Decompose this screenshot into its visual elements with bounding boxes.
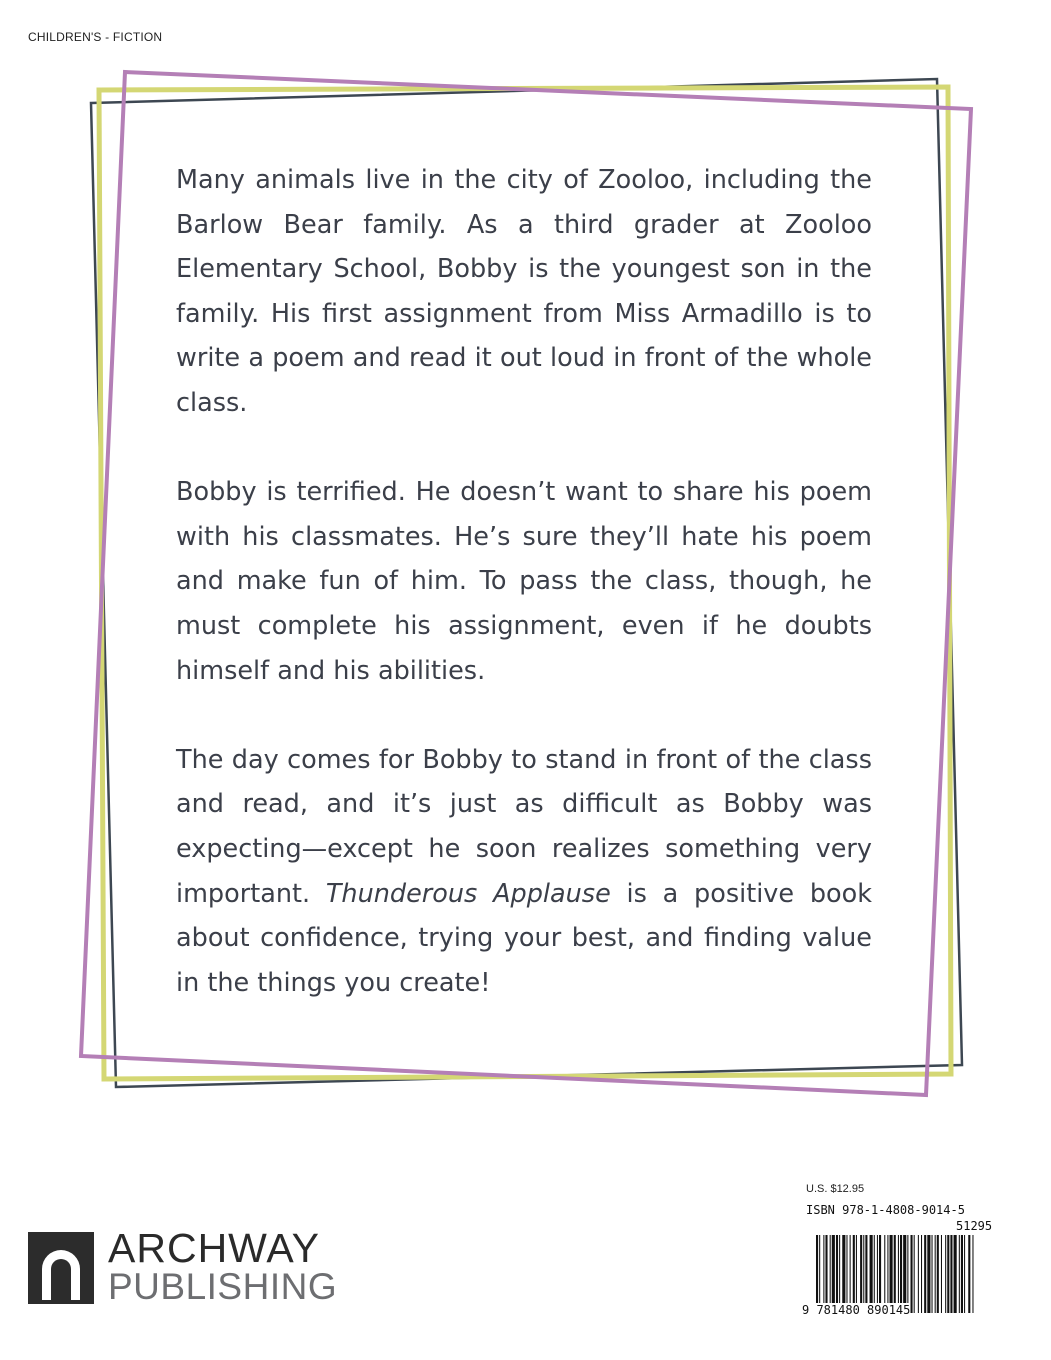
publisher-name-line2: PUBLISHING xyxy=(108,1266,338,1307)
blurb-paragraph-3 xyxy=(176,738,872,1006)
price-addon-code: 51295 xyxy=(956,1219,993,1233)
genre-label: CHILDREN'S - FICTION xyxy=(28,30,163,44)
barcode-icon xyxy=(816,1235,1020,1313)
publisher-name-line1: ARCHWAY xyxy=(108,1225,320,1271)
blurb-paragraph-2: Bobby is terrified. He doesn’t want to share his poem with his classmates. He’s sure they’ll hate his poem and make fun of him. To pass the class, though, he must complete his assignment, even if he doubts himself and his abilities. xyxy=(176,477,872,686)
blurb-p3-start: The day comes for Bobby to stand in front of the class and read, and it’s just as difficult as Bobby was expecting—except he soon realizes something very important. xyxy=(176,744,872,909)
barcode-area xyxy=(800,1183,1022,1323)
blurb-paragraph-1: Many animals live in the city of Zooloo, including the Barlow Bear family. As a third grader at Zooloo Elementary School, Bobby is the youngest son in the family. His first assignment from Miss Armadillo is to write a poem and read it out loud in front of the whole class. xyxy=(176,165,872,418)
back-cover-blurb xyxy=(176,158,872,1005)
isbn-label: ISBN 978-1-4808-9014-5 xyxy=(806,1203,965,1217)
price-label: U.S. $12.95 xyxy=(806,1183,865,1195)
barcode-number: 9 781480 890145 xyxy=(802,1303,911,1317)
book-title: Thunderous Applause xyxy=(325,878,611,909)
blurb-p3-end: is a positive book about confidence, trying your best, and finding value in the things you create! xyxy=(176,878,872,998)
publisher-logo xyxy=(28,1225,348,1308)
